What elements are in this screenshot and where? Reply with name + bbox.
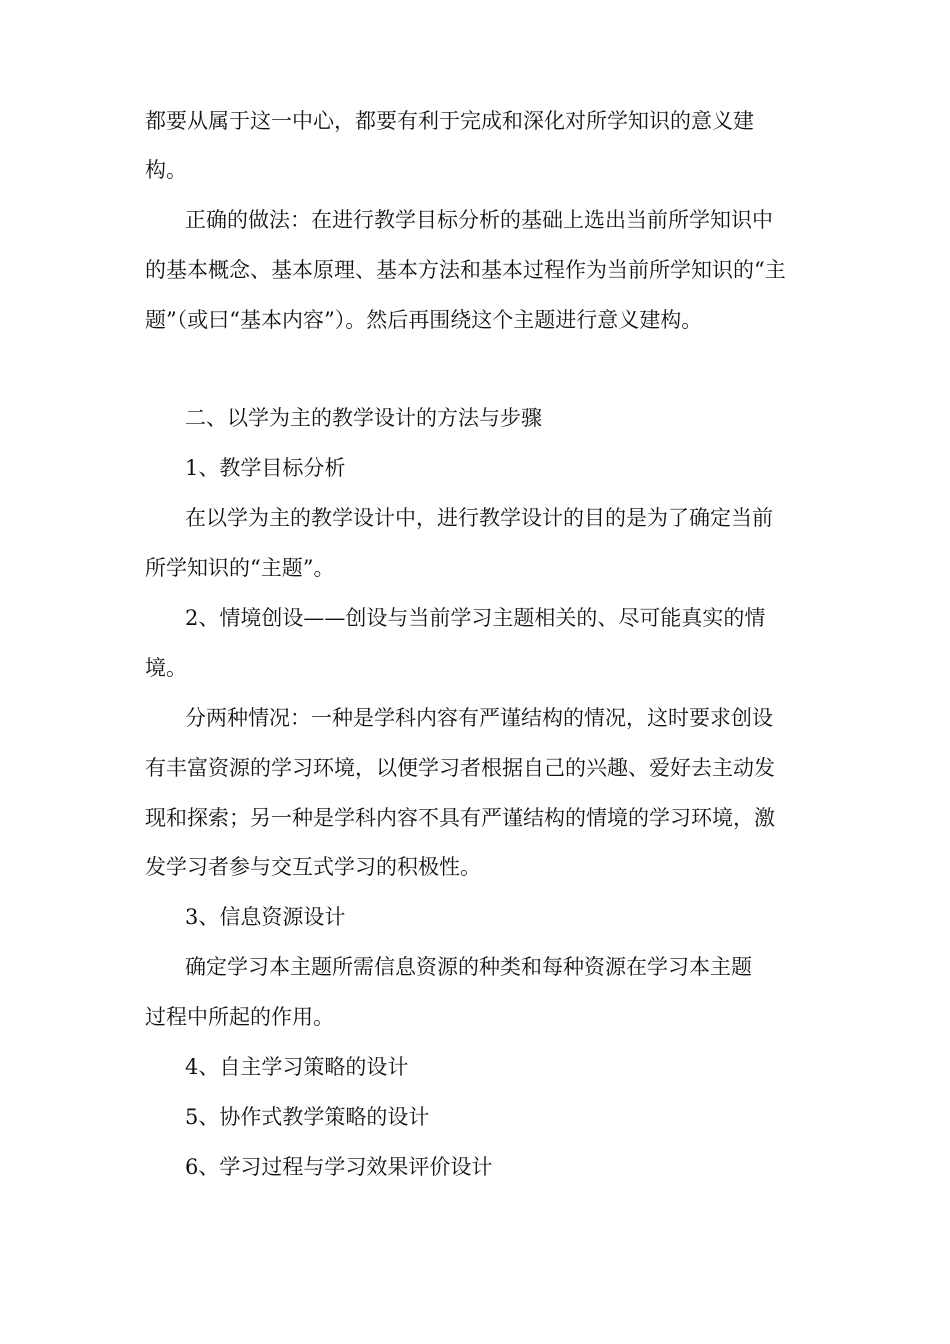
text-line: 发学习者参与交互式学习的积极性。 [145,855,481,879]
text-line: 有丰富资源的学习环境，以便学习者根据自己的兴趣、爱好去主动发 [145,756,775,780]
text-line: 的基本概念、基本原理、基本方法和基本过程作为当前所学知识的“主 [145,258,786,282]
paragraph-start: 分两种情况：一种是学科内容有严谨结构的情况，这时要求创设 [185,706,773,730]
subsection-heading: 3、信息资源设计 [185,905,346,929]
text-line: 题”（或曰“基本内容”）。然后再围绕这个主题进行意义建构。 [145,308,703,332]
text-line: 都要从属于这一中心，都要有利于完成和深化对所学知识的意义建 [145,109,754,133]
subsection-heading: 2、情境创设——创设与当前学习主题相关的、尽可能真实的情 [185,606,766,630]
text-line: 现和探索；另一种是学科内容不具有严谨结构的情境的学习环境，激 [145,806,775,830]
subsection-heading: 5、协作式教学策略的设计 [185,1105,430,1129]
paragraph-start: 确定学习本主题所需信息资源的种类和每种资源在学习本主题 [185,955,752,979]
text-line: 过程中所起的作用。 [145,1005,334,1029]
subsection-heading: 1、教学目标分析 [185,456,346,480]
text-line: 境。 [145,656,187,680]
text-line: 构。 [145,158,187,182]
paragraph-start: 在以学为主的教学设计中，进行教学设计的目的是为了确定当前 [185,506,773,530]
section-heading: 二、以学为主的教学设计的方法与步骤 [185,406,542,430]
subsection-heading: 6、学习过程与学习效果评价设计 [185,1155,493,1179]
text-line: 所学知识的“主题”。 [145,556,335,580]
subsection-heading: 4、自主学习策略的设计 [185,1055,409,1079]
paragraph-start: 正确的做法：在进行教学目标分析的基础上选出当前所学知识中 [185,208,773,232]
